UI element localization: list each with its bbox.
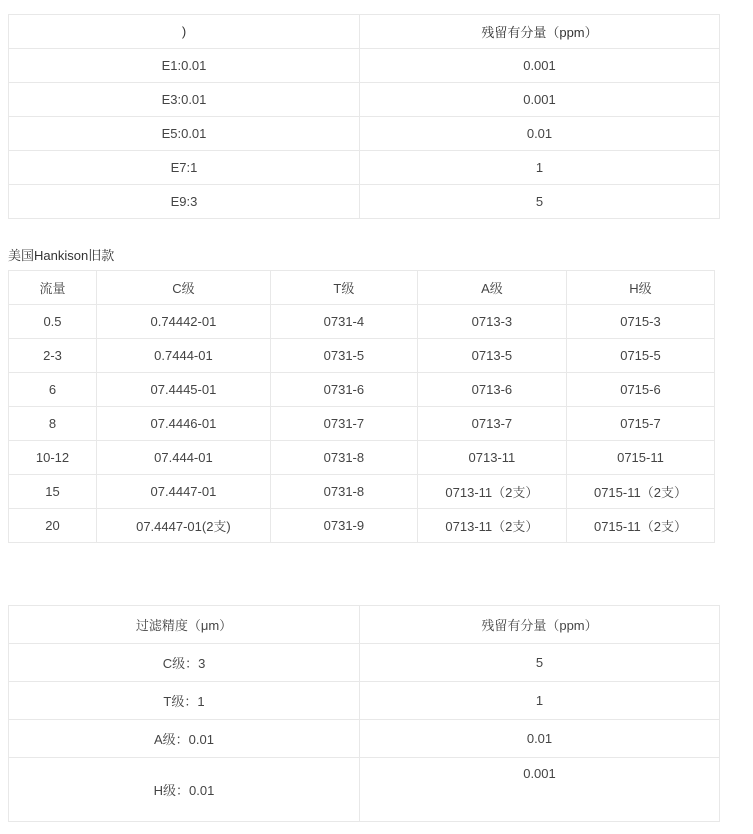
table-row bbox=[9, 151, 720, 185]
column-header-residual: 残留有分量（ppm） bbox=[360, 606, 720, 644]
cell-a-grade: 0713-5 bbox=[417, 339, 566, 373]
cell-flow: 2-3 bbox=[9, 339, 97, 373]
cell-residual: 0.001 bbox=[360, 49, 720, 83]
cell-t-grade: 0731-4 bbox=[270, 305, 417, 339]
cell-residual: 1 bbox=[360, 682, 720, 720]
document-page bbox=[0, 14, 753, 822]
cell-flow: 8 bbox=[9, 407, 97, 441]
cell-c-grade: 07.444-01 bbox=[96, 441, 270, 475]
table-row bbox=[9, 407, 715, 441]
cell-c-grade: 07.4446-01 bbox=[96, 407, 270, 441]
cell-grade: E5:0.01 bbox=[9, 117, 360, 151]
table-header-row bbox=[9, 271, 715, 305]
section-caption: 美国Hankison旧款 bbox=[8, 248, 115, 263]
cell-h-grade: 0715-11 bbox=[566, 441, 714, 475]
table-row bbox=[9, 373, 715, 407]
cell-c-grade: 07.4447-01(2支) bbox=[96, 509, 270, 543]
cell-flow: 10-12 bbox=[9, 441, 97, 475]
cell-residual: 0.01 bbox=[360, 117, 720, 151]
column-header-residual: 残留有分量（ppm） bbox=[360, 15, 720, 49]
cell-residual: 0.01 bbox=[360, 720, 720, 758]
table-row bbox=[9, 83, 720, 117]
cell-a-grade: 0713-3 bbox=[417, 305, 566, 339]
residual-oil-table-top bbox=[8, 14, 720, 219]
table-header-row bbox=[9, 606, 720, 644]
column-header-h-grade: H级 bbox=[566, 271, 714, 305]
cell-flow: 15 bbox=[9, 475, 97, 509]
cell-h-grade: 0715-6 bbox=[566, 373, 714, 407]
cell-residual: 5 bbox=[360, 185, 720, 219]
cell-a-grade: 0713-6 bbox=[417, 373, 566, 407]
cell-t-grade: 0731-8 bbox=[270, 441, 417, 475]
cell-accuracy: C级：3 bbox=[9, 644, 360, 682]
filtration-accuracy-table bbox=[8, 605, 720, 822]
table-row bbox=[9, 509, 715, 543]
cell-t-grade: 0731-5 bbox=[270, 339, 417, 373]
cell-grade: E9:3 bbox=[9, 185, 360, 219]
cell-h-grade: 0715-5 bbox=[566, 339, 714, 373]
cell-a-grade: 0713-7 bbox=[417, 407, 566, 441]
cell-t-grade: 0731-6 bbox=[270, 373, 417, 407]
cell-t-grade: 0731-8 bbox=[270, 475, 417, 509]
table-row bbox=[9, 720, 720, 758]
cell-grade: E7:1 bbox=[9, 151, 360, 185]
cell-flow: 6 bbox=[9, 373, 97, 407]
cell-t-grade: 0731-7 bbox=[270, 407, 417, 441]
cell-residual: 0.001 bbox=[360, 758, 720, 822]
cell-h-grade: 0715-11（2支） bbox=[566, 475, 714, 509]
table-row bbox=[9, 117, 720, 151]
column-header-a-grade: A级 bbox=[417, 271, 566, 305]
cell-h-grade: 0715-11（2支） bbox=[566, 509, 714, 543]
table-row bbox=[9, 441, 715, 475]
cell-c-grade: 07.4447-01 bbox=[96, 475, 270, 509]
table-row bbox=[9, 475, 715, 509]
column-header-accuracy: 过滤精度（μm） bbox=[9, 606, 360, 644]
cell-residual: 1 bbox=[360, 151, 720, 185]
cell-a-grade: 0713-11 bbox=[417, 441, 566, 475]
table-row bbox=[9, 49, 720, 83]
cell-accuracy: T级：1 bbox=[9, 682, 360, 720]
table-row bbox=[9, 682, 720, 720]
table-row bbox=[9, 185, 720, 219]
table-row bbox=[9, 644, 720, 682]
cell-grade: E1:0.01 bbox=[9, 49, 360, 83]
table-row bbox=[9, 305, 715, 339]
table-header-row bbox=[9, 15, 720, 49]
column-header-t-grade: T级 bbox=[270, 271, 417, 305]
cell-c-grade: 0.74442-01 bbox=[96, 305, 270, 339]
cell-residual: 5 bbox=[360, 644, 720, 682]
cell-flow: 20 bbox=[9, 509, 97, 543]
cell-h-grade: 0715-3 bbox=[566, 305, 714, 339]
cell-residual: 0.001 bbox=[360, 83, 720, 117]
table-row bbox=[9, 339, 715, 373]
cell-accuracy: A级：0.01 bbox=[9, 720, 360, 758]
cell-c-grade: 07.4445-01 bbox=[96, 373, 270, 407]
column-header-grade: ) bbox=[9, 15, 360, 49]
column-header-flow: 流量 bbox=[9, 271, 97, 305]
hankison-model-table bbox=[8, 270, 715, 543]
cell-c-grade: 0.7444-01 bbox=[96, 339, 270, 373]
column-header-c-grade: C级 bbox=[96, 271, 270, 305]
cell-flow: 0.5 bbox=[9, 305, 97, 339]
cell-h-grade: 0715-7 bbox=[566, 407, 714, 441]
cell-grade: E3:0.01 bbox=[9, 83, 360, 117]
cell-accuracy: H级：0.01 bbox=[9, 758, 360, 822]
cell-t-grade: 0731-9 bbox=[270, 509, 417, 543]
table-row bbox=[9, 758, 720, 822]
cell-a-grade: 0713-11（2支） bbox=[417, 509, 566, 543]
cell-a-grade: 0713-11（2支） bbox=[417, 475, 566, 509]
